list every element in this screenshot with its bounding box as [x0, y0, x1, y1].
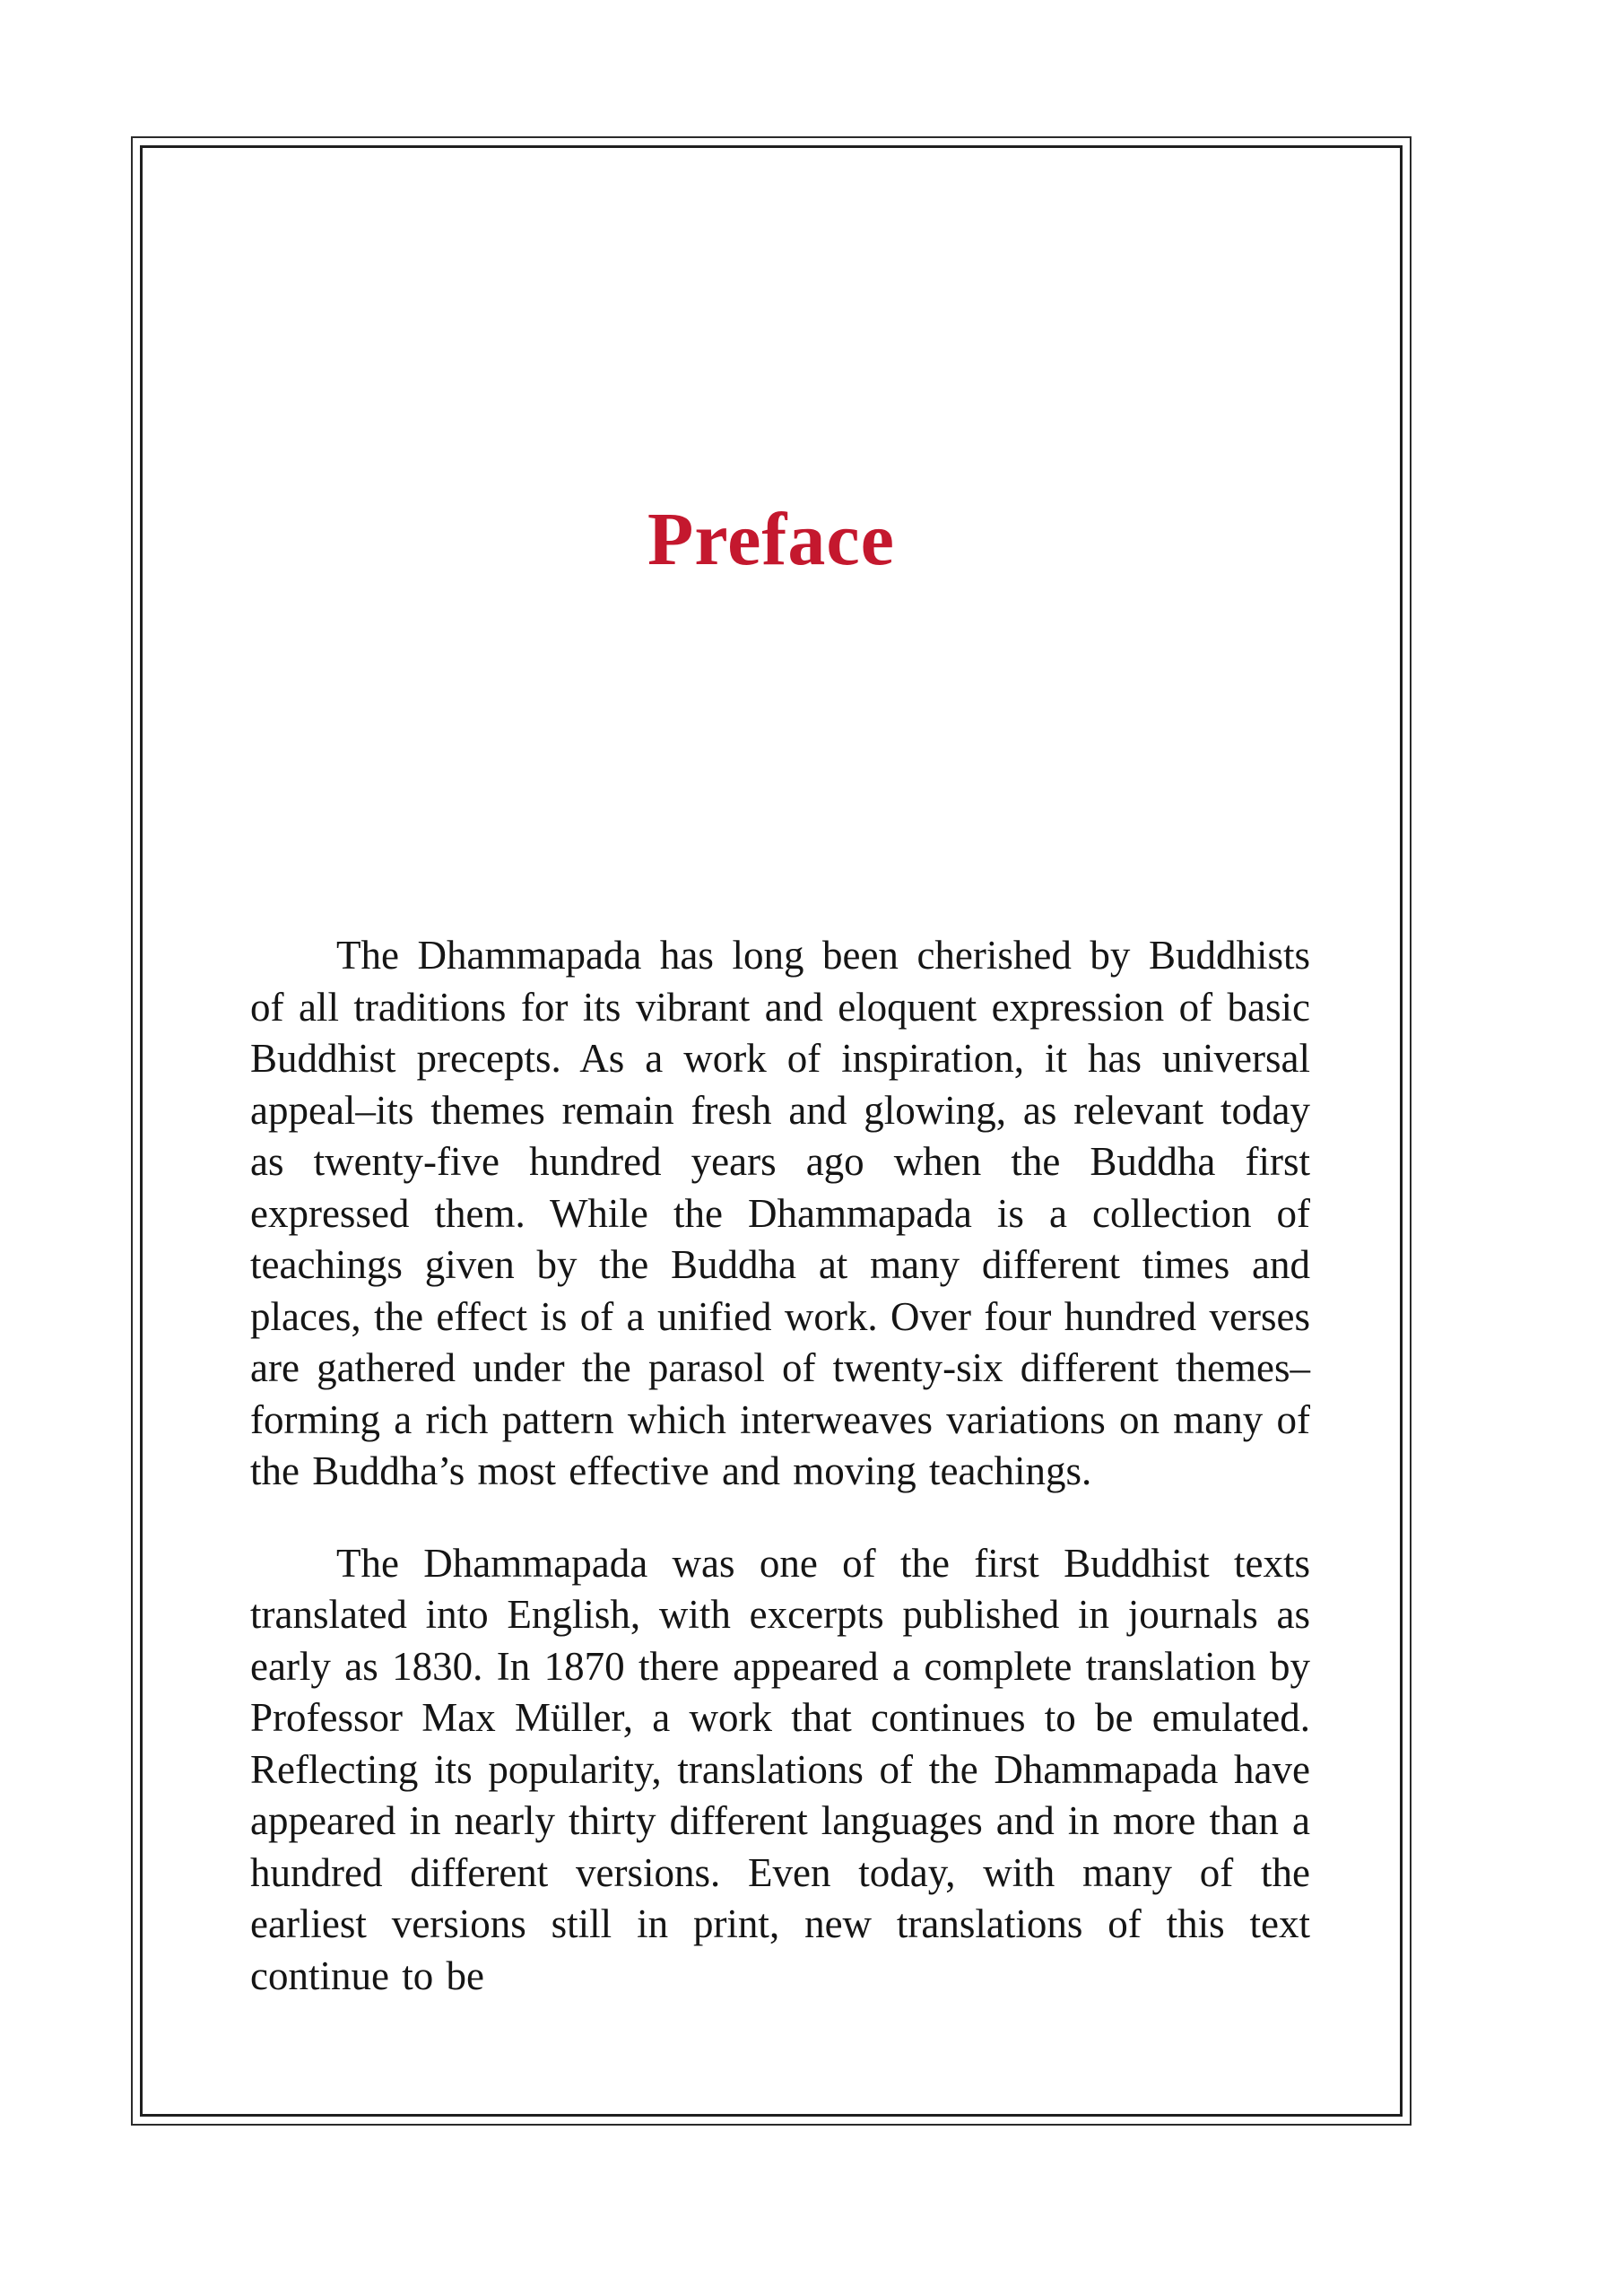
page-border-inner [140, 145, 1403, 2117]
body-text [250, 930, 1310, 2002]
paragraph-1: The Dhammapada has long been cherished by Buddhists of all traditions for its vibrant and eloquent expression of basic Buddhist precepts. As a work of inspiration, it has universal appeal–its themes remain fresh and glowing, as relevant today as twenty-five hundred years ago when the Buddha first expressed them. While the Dhammapada is a collection of teachings given by the Buddha at many different times and places, the effect is of a unified work. Over four hundred verses are gathered under the parasol of twenty-six different themes–forming a rich pattern which interweaves variations on many of the Buddha’s most effective and moving teachings. [250, 933, 1310, 1493]
paragraph-2: The Dhammapada was one of the first Buddhist texts translated into English, with excerpts published in journals as early as 1830. In 1870 there appeared a complete translation by Professor Max Müller, a work that continues to be emulated. Reflecting its popularity, translations of the Dhammapada have appeared in nearly thirty different languages and in more than a hundred different versions. Even today, with many of the earliest versions still in print, new translations of this text continue to be [250, 1540, 1310, 1998]
page-border-outer [131, 136, 1412, 2126]
chapter-title: Preface [647, 498, 895, 581]
